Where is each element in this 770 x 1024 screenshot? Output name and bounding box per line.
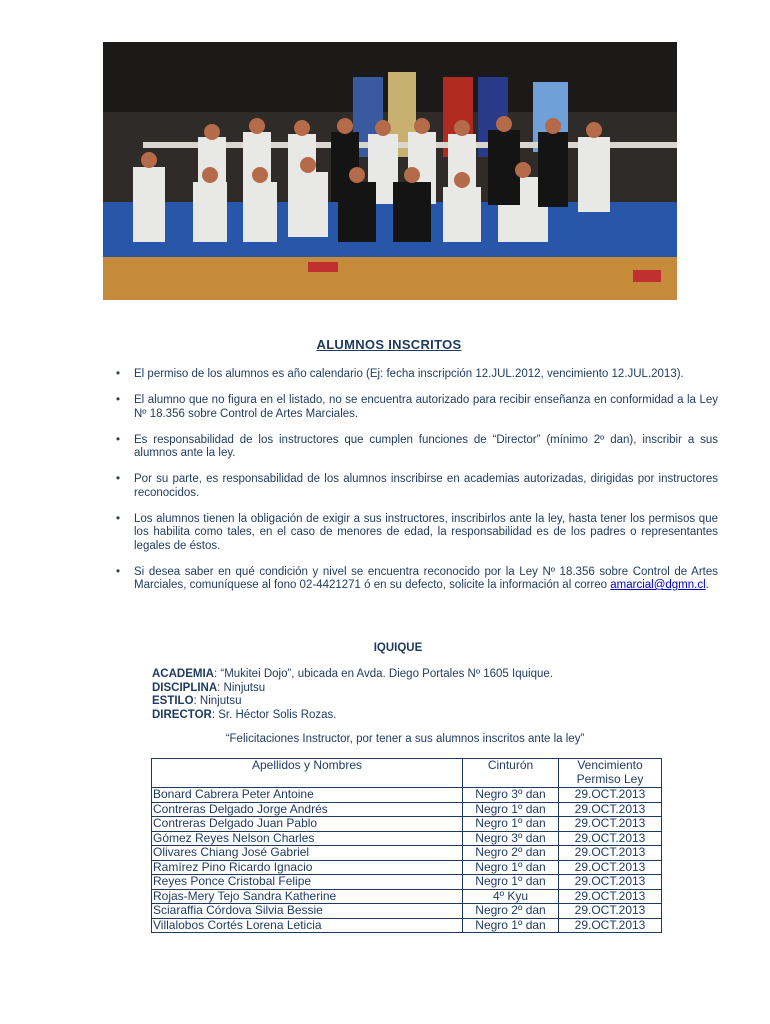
- list-item: • Es responsabilidad de los instructores que cumplen funciones de “Director” (mínimo 2º dan), inscribir a sus alumnos ante la ley.: [116, 433, 718, 459]
- belt-cell: Negro 2º dan: [463, 904, 559, 919]
- expiry-cell: 29.OCT.2013: [559, 875, 662, 890]
- belt-cell: Negro 1º dan: [463, 875, 559, 890]
- belt-cell: Negro 3º dan: [463, 831, 559, 846]
- list-item: • Si desea saber en qué condición y nivel se encuentra reconocido por la Ley Nº 18.356 sobre Control de Artes Marciales, comuníquese al fono 02-4421271 ó en su defecto, solicite la información al correo amarcial@dgmn.cl.: [116, 565, 718, 591]
- academy-info: [152, 668, 553, 722]
- expiry-cell: 29.OCT.2013: [559, 817, 662, 832]
- header-expiry: Vencimiento Permiso Ley: [559, 759, 662, 788]
- bullet-list: [116, 368, 718, 605]
- director-value: : Sr. Héctor Solis Rozas.: [211, 708, 337, 721]
- table-row: [152, 831, 662, 846]
- table-row: [152, 846, 662, 861]
- director-label: DIRECTOR: [152, 708, 212, 721]
- estilo-value: : Ninjutsu: [193, 695, 242, 707]
- header-belt: Cinturón: [463, 759, 559, 788]
- belt-cell: Negro 1º dan: [463, 817, 559, 832]
- group-photo-icon: [103, 42, 677, 300]
- estilo-label: ESTILO: [152, 695, 194, 707]
- page-title: ALUMNOS INSCRITOS: [316, 337, 462, 352]
- expiry-cell: 29.OCT.2013: [559, 802, 662, 817]
- table-header-row: [152, 759, 662, 788]
- header-names: Apellidos y Nombres: [152, 759, 463, 788]
- expiry-cell: 29.OCT.2013: [559, 831, 662, 846]
- table-row: [152, 860, 662, 875]
- group-photo: [103, 42, 677, 300]
- belt-cell: 4º Kyu: [463, 889, 559, 904]
- student-name-cell: Gómez Reyes Nelson Charles: [152, 831, 463, 846]
- student-name-cell: Contreras Delgado Jorge Andrés: [152, 802, 463, 817]
- student-name-cell: Olivares Chiang José Gabriel: [152, 846, 463, 861]
- student-name-cell: Contreras Delgado Juan Pablo: [152, 817, 463, 832]
- student-name-cell: Villalobos Cortés Lorena Leticia: [152, 918, 463, 933]
- belt-cell: Negro 3º dan: [463, 788, 559, 803]
- congrats-text: “Felicitaciones Instructor, por tener a sus alumnos inscritos ante la ley”: [225, 733, 585, 745]
- expiry-cell: 29.OCT.2013: [559, 889, 662, 904]
- academia-value: : “Mukitei Dojo”, ubicada en Avda. Diego Portales Nº 1605 Iquique.: [213, 668, 553, 680]
- list-item: • El permiso de los alumnos es año calendario (Ej: fecha inscripción 12.JUL.2012, vencimiento 12.JUL.2013).: [116, 368, 684, 380]
- list-item: • Por su parte, es responsabilidad de los alumnos inscribirse en academias autorizadas, dirigidas por instructores reconocidos.: [116, 473, 718, 499]
- city-heading: IQUIQUE: [373, 642, 423, 654]
- table-row: [152, 904, 662, 919]
- students-table: [151, 758, 662, 933]
- student-name-cell: Rojas-Mery Tejo Sandra Katherine: [152, 889, 463, 904]
- disciplina-label: DISCIPLINA: [152, 681, 218, 694]
- belt-cell: Negro 1º dan: [463, 802, 559, 817]
- list-item: • El alumno que no figura en el listado, no se encuentra autorizado para recibir enseñanza en conformidad a la Ley Nº 18.356 sobre Control de Artes Marciales.: [116, 394, 718, 420]
- expiry-cell: 29.OCT.2013: [559, 904, 662, 919]
- table-row: [152, 788, 662, 803]
- student-name-cell: Sciaraffia Córdova Silvia Bessie: [152, 904, 463, 919]
- expiry-cell: 29.OCT.2013: [559, 918, 662, 933]
- table-row: [152, 817, 662, 832]
- belt-cell: Negro 1º dan: [463, 860, 559, 875]
- expiry-cell: 29.OCT.2013: [559, 846, 662, 861]
- expiry-cell: 29.OCT.2013: [559, 788, 662, 803]
- table-row: [152, 802, 662, 817]
- student-name-cell: Reyes Ponce Cristobal Felipe: [152, 875, 463, 890]
- email-link[interactable]: amarcial@dgmn.cl: [610, 579, 706, 591]
- student-name-cell: Ramírez Pino Ricardo Ignacio: [152, 860, 463, 875]
- student-name-cell: Bonard Cabrera Peter Antoine: [152, 788, 463, 803]
- belt-cell: Negro 1º dan: [463, 918, 559, 933]
- list-item: • Los alumnos tienen la obligación de exigir a sus instructores, inscribirlos ante la ley, hasta tener los permisos que los habilita como tales, en el caso de menores de edad, la responsabilidad es de los padres o representantes legales de éstos.: [116, 512, 718, 552]
- table-row: [152, 918, 662, 933]
- expiry-cell: 29.OCT.2013: [559, 860, 662, 875]
- table-row: [152, 875, 662, 890]
- table-row: [152, 889, 662, 904]
- academia-label: ACADEMIA: [152, 668, 214, 680]
- disciplina-value: : Ninjutsu: [217, 681, 266, 694]
- belt-cell: Negro 2º dan: [463, 846, 559, 861]
